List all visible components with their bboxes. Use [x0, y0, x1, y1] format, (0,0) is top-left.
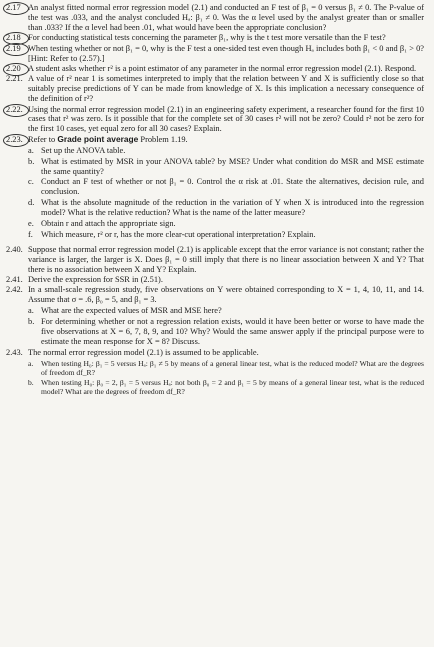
sub-item: [28, 359, 424, 377]
sub-item: [28, 157, 424, 177]
problem-2-22: [4, 105, 424, 135]
problem-text: A student asks whether r² is a point estimator of any parameter in the normal error regression model (2.1). Respond.: [28, 63, 417, 73]
problem-2-23: [4, 135, 424, 145]
problem-text: The normal error regression model (2.1) is assumed to be applicable.: [28, 347, 259, 357]
problem-number: 2.23.: [4, 135, 28, 145]
sub-item-text: What is the absolute magnitude of the reduction in the variation of Y when X is introduced into the regression model? What is the relative reduction? What is the name of the latter measure?: [41, 198, 424, 218]
problem-2-40: [4, 245, 424, 275]
problem-text: An analyst fitted normal error regression model (2.1) and conducted an F test of β₁ = 0 versus β₁ ≠ 0. The P-value of the test was .033, and the analyst concluded Hₐ: β₁ ≠ 0. Was the α level used by the analyst greater than or smaller than .033? If the α level had been .01, what would have been the appropriate conclusion?: [28, 3, 424, 32]
problem-2-42: [4, 285, 424, 305]
problem-2-20: [4, 64, 424, 74]
sub-item-label: b.: [28, 377, 34, 387]
problem-text: Derive the expression for SSR in (2.51).: [28, 275, 163, 285]
sub-item-label: a.: [28, 358, 34, 368]
problem-number: 2.43.: [6, 347, 23, 357]
sub-item-text: Set up the ANOVA table.: [41, 145, 126, 155]
sub-item-label: a.: [28, 145, 34, 155]
problem-number: 2.19: [4, 44, 28, 64]
sub-item: [28, 306, 424, 316]
sub-item: [28, 198, 424, 218]
problem-number: 2.18: [4, 33, 28, 43]
problem-2-19: [4, 44, 424, 64]
sub-item-text: Which measure, r² or r, has the more clear-cut operational interpretation? Explain.: [41, 229, 316, 239]
sub-item: [28, 146, 424, 156]
problem-number: 2.40.: [6, 244, 23, 254]
problem-number: 2.20: [4, 64, 28, 74]
problem-text: For conducting statistical tests concerning the parameter β₁, why is the t test more versatile than the F test?: [28, 33, 386, 43]
sub-item-label: b.: [28, 156, 35, 166]
sub-item-label: c.: [28, 177, 34, 187]
problem-2-17: [4, 3, 424, 33]
sub-item-label: d.: [28, 198, 35, 208]
problem-number: 2.22.: [4, 105, 28, 135]
sub-item-label: e.: [28, 219, 34, 229]
problem-text: Refer to Grade point average Problem 1.19.: [28, 133, 188, 144]
problem-2-41: [4, 275, 424, 285]
problem-2-18: [4, 33, 424, 43]
sub-item: [28, 378, 424, 396]
sub-item: [28, 219, 424, 229]
problem-number: 2.21.: [6, 74, 23, 84]
problem-reference-title: Grade point average: [57, 133, 139, 144]
problem-text: When testing whether or not β₁ = 0, why is the F test a one-sided test even though Hₐ includes both β₁ < 0 and β₁ > 0? [Hint: Refer to (2.57).]: [28, 43, 424, 63]
sub-item-text: For determining whether or not a regression relation exists, would it have been better or worse to have made the five observations at X = 6, 7, 8, 9, and 10? Why? Would the same answer apply if the principal purpose were to estimate the mean response for X = 8? Discuss.: [41, 317, 424, 346]
problem-text: Using the normal error regression model (2.1) in an engineering safety experiment, a researcher found for the first 10 cases that r² was zero. Is it possible that for the complete set of 30 cases r² will not be zero? Could r² not be zero for the first 10 cases, yet equal zero for all 30 cases? Explain.: [28, 104, 424, 134]
sub-item-label: f.: [28, 229, 33, 239]
problem-number: 2.17: [4, 3, 28, 33]
problem-text: Suppose that normal error regression model (2.1) is applicable except that the error variance is not constant; rather the variance is larger, the larger is X. Does β₁ = 0 still imply that there is no linear association between X and Y? That there is no association between X and Y? Explain.: [28, 244, 424, 274]
sub-item-text: When testing H₀: β₁ = 5 versus Hₐ: β₁ ≠ 5 by means of a general linear test, what is the reduced model? What are the degrees of freedom df_R?: [41, 358, 424, 377]
problem-2-43: [4, 348, 424, 358]
problem-text: In a small-scale regression study, five observations on Y were obtained corresponding to X = 1, 4, 10, 11, and 14. Assume that σ = .6, β₀ = 5, and β₁ = 3.: [28, 285, 424, 305]
problem-text: A value of r² near 1 is sometimes interpreted to imply that the relation between Y and X is sufficiently close so that suitably precise predictions of Y can be made from knowledge of X. Is this implication a necessary consequence of the definition of r²?: [28, 74, 424, 104]
sub-item-label: a.: [28, 306, 34, 316]
problem-number: 2.41.: [6, 275, 23, 285]
problem-number: 2.42.: [6, 285, 23, 295]
sub-item: [28, 230, 424, 240]
sub-item: [28, 317, 424, 347]
sub-item-label: b.: [28, 317, 35, 327]
problem-2-21: [4, 74, 424, 104]
sub-item-text: Obtain r and attach the appropriate sign.: [41, 219, 176, 229]
sub-item-text: What is estimated by MSR in your ANOVA table? by MSE? Under what condition do MSR and MSE estimate the same quantity?: [41, 156, 424, 176]
sub-item: [28, 177, 424, 197]
sub-item-text: What are the expected values of MSR and MSE here?: [41, 306, 222, 316]
sub-item-text: When testing H₀: β₀ = 2, β₁ = 5 versus Hₐ: not both β₀ = 2 and β₁ = 5 by means of a general linear test, what is the reduced model? What are the degrees of freedom df_R?: [41, 377, 424, 396]
sub-item-text: Conduct an F test of whether or not β₁ = 0. Control the α risk at .01. State the alternatives, decision rule, and conclusion.: [41, 177, 424, 197]
